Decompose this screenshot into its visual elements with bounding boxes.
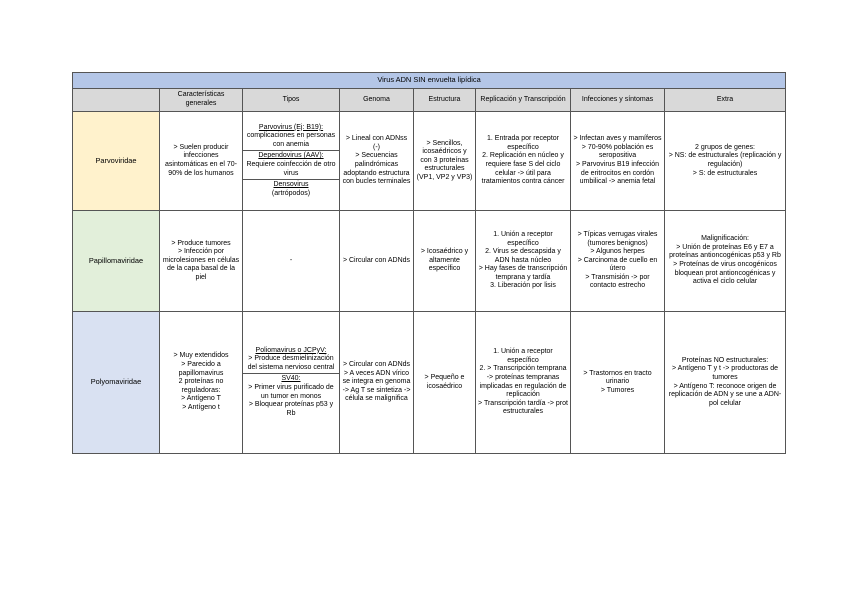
tipos-cell xyxy=(243,112,340,211)
family-name: Parvoviridae xyxy=(73,112,160,211)
column-header: Extra xyxy=(665,89,786,112)
table-row xyxy=(73,211,786,312)
genoma-cell xyxy=(340,211,414,312)
caracteristicas-cell xyxy=(160,112,243,211)
cell-line: > Típicas verrugas virales (tumores benignos) xyxy=(577,230,658,247)
cell-line: > Algunos herpes xyxy=(590,248,645,256)
cell-line: > Antígeno T: reconoce origen de replicación de ADN y se une a ADN-pol celular xyxy=(668,382,782,407)
table-title: Virus ADN SIN envuelta lipídica xyxy=(73,73,786,89)
cell-line: > Antígeno t xyxy=(182,403,220,411)
estructura-cell xyxy=(414,312,476,454)
cell-line: > Trastornos en tracto urinario xyxy=(583,369,652,386)
cell-line: 1. Unión a receptor específico xyxy=(493,230,553,247)
cell-line: 2 proteínas no reguladoras: xyxy=(178,378,224,394)
extra-cell xyxy=(665,112,786,211)
caracteristicas-cell xyxy=(160,312,243,454)
family-name: Polyomaviridae xyxy=(73,312,160,454)
cell-line: > Icosaédrico y altamente específico xyxy=(420,248,469,273)
cell-line: > Sencillos, icosaédricos y con 3 proteínas estructurales (VP1, VP2 y VP3) xyxy=(416,139,473,181)
tipo-line: > Produce desmielinización del sistema nervioso central xyxy=(247,355,335,371)
estructura-cell xyxy=(414,112,476,211)
infecciones-cell xyxy=(571,211,665,312)
cell-line: > Secuencias palindrómicas adoptando estructura con bucles terminales xyxy=(342,152,411,186)
column-header: Tipos xyxy=(243,89,340,112)
header-row xyxy=(73,89,786,112)
virus-table xyxy=(72,72,786,454)
tipo-block xyxy=(243,123,339,151)
column-header: Genoma xyxy=(340,89,414,112)
cell-line: 2. Replicación en núcleo y requiere fase S del ciclo celular -> útil para tratamientos contra cáncer xyxy=(481,152,565,186)
tipo-title: Parvovirus (Ej: B19): xyxy=(258,123,324,131)
cell-line: > Circular con ADNds xyxy=(342,256,411,264)
cell-line: 2. Virus se descapsida y ADN hasta núcleo xyxy=(485,248,561,264)
cell-line: > A veces ADN vírico se integra en genoma -> Ag T se sintetiza -> célula se malignifica xyxy=(342,369,411,403)
cell-line: 1. Entrada por receptor específico xyxy=(487,135,559,151)
tipo-line: > Bloquear proteínas p53 y Rb xyxy=(248,401,334,417)
extra-cell xyxy=(665,312,786,454)
cell-line: 3. Liberación por lisis xyxy=(490,282,556,290)
table-row xyxy=(73,112,786,211)
cell-line: > Suelen producir infecciones asintomáticas en el 70-90% de los humanos xyxy=(165,143,237,177)
tipos-cell: - xyxy=(243,211,340,312)
cell-line: > Transmisión -> por contacto estrecho xyxy=(585,273,650,290)
tipo-line: complicaciones en personas con anemia xyxy=(246,132,336,148)
tipo-block xyxy=(243,179,339,199)
cell-line: > Infectan aves y mamíferos xyxy=(573,135,662,143)
cell-line: > Proteínas de virus oncogénicos bloquean prot antioncogénicas y activa el ciclo celular xyxy=(673,261,777,286)
cell-line: > Parecido a papillomavirus xyxy=(178,361,224,377)
cell-line: > Antígeno T xyxy=(181,395,221,403)
tipo-title: Dependovirus (AAV): xyxy=(258,152,324,160)
cell-line: 2 grupos de genes: xyxy=(695,143,755,151)
tipo-line: (artrópodos) xyxy=(271,189,311,197)
replicacion-cell xyxy=(476,211,571,312)
cell-line: > Circular con ADNds xyxy=(342,361,411,369)
cell-line: Malignificación: xyxy=(701,235,749,243)
tipo-line: > Primer virus purificado de un tumor en monos xyxy=(248,384,334,400)
column-header xyxy=(73,89,160,112)
cell-line: > NS: de estructurales (replicación y regulación) xyxy=(668,152,782,168)
estructura-cell xyxy=(414,211,476,312)
cell-line: > Tumores xyxy=(600,386,635,394)
extra-cell xyxy=(665,211,786,312)
column-header: Replicación y Transcripción xyxy=(476,89,571,112)
cell-line: 1. Unión a receptor específico xyxy=(493,348,553,364)
table-row xyxy=(73,312,786,454)
cell-line: > Transcripción tardía -> prot estructurales xyxy=(478,399,568,416)
tipo-block xyxy=(243,346,339,374)
cell-line: Proteínas NO estructurales: xyxy=(681,356,769,364)
tipo-block xyxy=(243,373,339,419)
cell-line: > Infección por microlesiones en células de la capa basal de la piel xyxy=(162,248,240,281)
replicacion-cell xyxy=(476,112,571,211)
cell-line: > Carcinoma de cuello en útero xyxy=(577,256,658,273)
column-header: Infecciones y síntomas xyxy=(571,89,665,112)
replicacion-cell xyxy=(476,312,571,454)
genoma-cell xyxy=(340,112,414,211)
cell-line: > Antígeno T y t -> productoras de tumores xyxy=(672,365,778,381)
caracteristicas-cell xyxy=(160,211,243,312)
tipos-cell xyxy=(243,312,340,454)
cell-line: > Lineal con ADNss (-) xyxy=(345,135,408,151)
infecciones-cell xyxy=(571,312,665,454)
family-name: Papillomaviridae xyxy=(73,211,160,312)
cell-line: > Parvovirus B19 infección de eritrocitos en cordón umbilical -> anemia fetal xyxy=(575,161,660,186)
tipo-title: Densovirus xyxy=(273,181,309,189)
cell-line: > Unión de proteínas E6 y E7 a proteínas antioncogénicas p53 y Rb xyxy=(669,243,781,260)
tipo-title: Poliomavirus o JCPyV: xyxy=(255,346,327,354)
column-header: Estructura xyxy=(414,89,476,112)
cell-line: > Pequeño e icosaédrico xyxy=(424,373,465,390)
cell-line: > 70-90% población es seropositiva xyxy=(581,143,654,160)
cell-line: > S: de estructurales xyxy=(692,169,758,177)
cell-line: > Muy extendidos xyxy=(173,352,229,360)
tipo-block xyxy=(243,150,339,179)
genoma-cell xyxy=(340,312,414,454)
tipo-line: Requiere coinfección de otro virus xyxy=(246,161,336,177)
cell-line: > Produce tumores xyxy=(171,239,231,247)
cell-line: > Hay fases de transcripción temprana y tardía xyxy=(478,265,568,281)
tipo-title: SV40: xyxy=(281,375,301,383)
cell-line: 2. > Transcripción temprana -> proteínas tempranas implicadas en regulación de replicación xyxy=(479,365,567,399)
column-header: Características generales xyxy=(160,89,243,112)
infecciones-cell xyxy=(571,112,665,211)
